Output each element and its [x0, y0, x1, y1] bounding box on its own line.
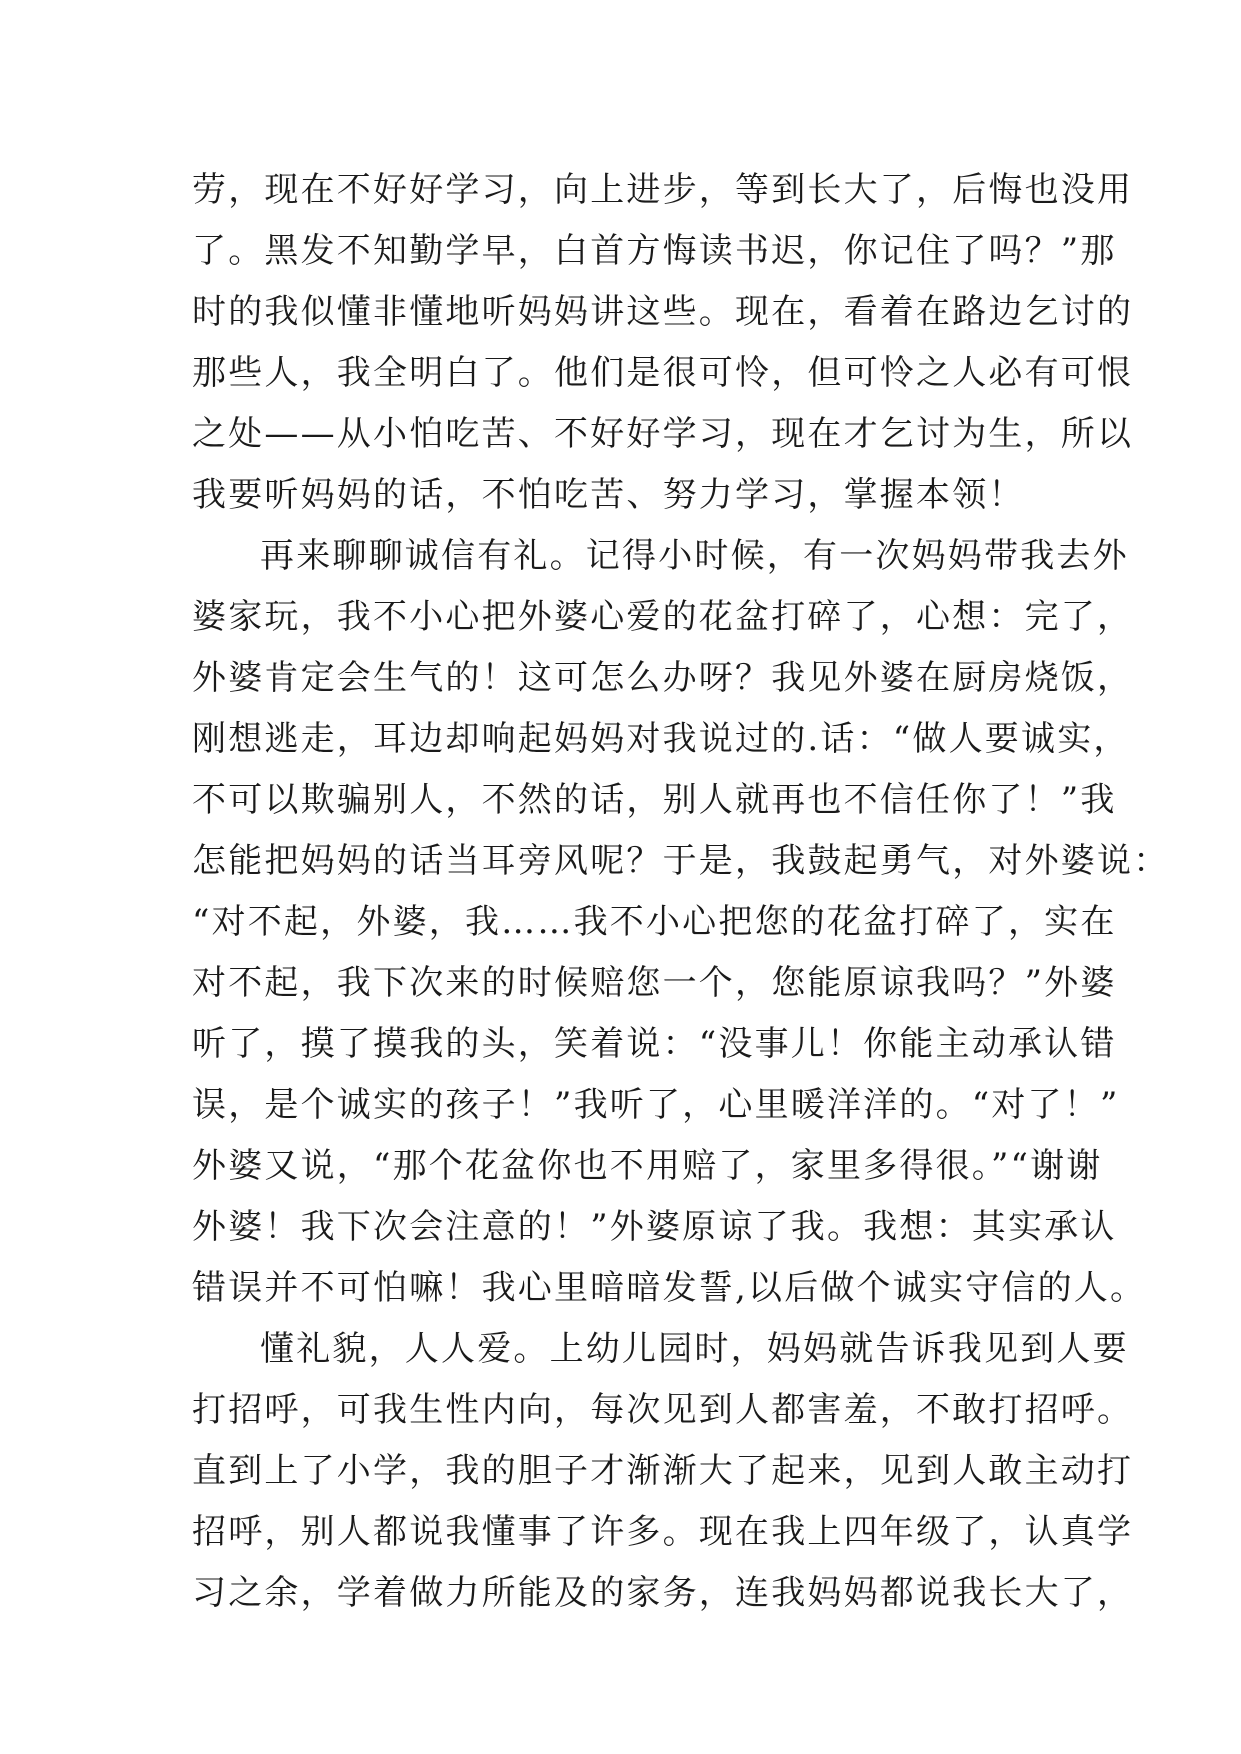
text-line: “对不起，外婆，我……我不小心把您的花盆打碎了，实在 — [192, 902, 1117, 942]
paragraph-start-line: 再来聊聊诚信有礼。记得小时候，有一次妈妈带我去外 — [260, 536, 1129, 576]
text-line: 直到上了小学，我的胆子才渐渐大了起来，见到人敢主动打 — [192, 1451, 1134, 1491]
text-line: 对不起，我下次来的时候赔您一个，您能原谅我吗？”外婆 — [192, 963, 1117, 1003]
text-line: 习之余，学着做力所能及的家务，连我妈妈都说我长大了， — [192, 1573, 1134, 1613]
text-line: 劳，现在不好好学习，向上进步，等到长大了，后悔也没用 — [192, 170, 1134, 210]
text-line: 外婆肯定会生气的！这可怎么办呀？我见外婆在厨房烧饭， — [192, 658, 1134, 698]
text-line: 外婆！我下次会注意的！”外婆原谅了我。我想：其实承认 — [192, 1207, 1117, 1247]
text-line: 时的我似懂非懂地听妈妈讲这些。现在，看着在路边乞讨的 — [192, 292, 1134, 332]
text-line: 错误并不可怕嘛！我心里暗暗发誓,以后做个诚实守信的人。 — [192, 1268, 1147, 1308]
text-line: 打招呼，可我生性内向，每次见到人都害羞，不敢打招呼。 — [192, 1390, 1134, 1430]
text-line: 刚想逃走，耳边却响起妈妈对我说过的.话：“做人要诚实， — [192, 719, 1130, 759]
text-line: 我要听妈妈的话，不怕吃苦、努力学习，掌握本领！ — [192, 475, 1025, 515]
text-line: 了。黑发不知勤学早，白首方悔读书迟，你记住了吗？”那 — [192, 231, 1117, 271]
essay-body — [192, 160, 1170, 1624]
text-line: 怎能把妈妈的话当耳旁风呢？于是，我鼓起勇气，对外婆说： — [192, 841, 1170, 881]
text-line: 外婆又说，“那个花盆你也不用赔了，家里多得很。”“谢谢 — [192, 1146, 1103, 1186]
text-line: 那些人，我全明白了。他们是很可怜，但可怜之人必有可恨 — [192, 353, 1134, 393]
text-line: 之处——从小怕吃苦、不好好学习，现在才乞讨为生，所以 — [192, 414, 1134, 454]
text-line: 误，是个诚实的孩子！”我听了，心里暖洋洋的。“对了！” — [192, 1085, 1120, 1125]
text-line: 婆家玩，我不小心把外婆心爱的花盆打碎了，心想：完了， — [192, 597, 1134, 637]
paragraph-start-line: 懂礼貌，人人爱。上幼儿园时，妈妈就告诉我见到人要 — [260, 1329, 1129, 1369]
text-line: 招呼，别人都说我懂事了许多。现在我上四年级了，认真学 — [192, 1512, 1134, 1552]
text-line: 听了，摸了摸我的头，笑着说：“没事儿！你能主动承认错 — [192, 1024, 1117, 1064]
text-line: 不可以欺骗别人，不然的话，别人就再也不信任你了！”我 — [192, 780, 1117, 820]
